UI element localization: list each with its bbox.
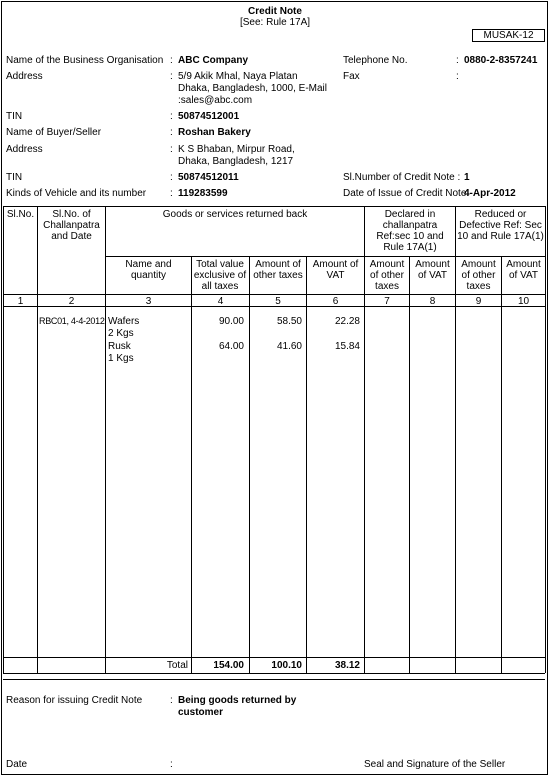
document-subtitle: [See: Rule 17A] xyxy=(239,17,311,28)
row-other-taxes: 58.50 xyxy=(276,316,302,327)
column-number: 1 xyxy=(17,296,24,307)
header-declared: Declared in challanpatra Ref:sec 10 and Rule 17A(1) xyxy=(376,209,444,253)
column-number: 2 xyxy=(68,296,75,307)
colon: : xyxy=(170,172,173,183)
form-code: MUSAK-12 xyxy=(483,30,534,41)
colon: : xyxy=(456,71,459,82)
telephone-label: Telephone No. xyxy=(343,55,408,66)
header-declared-other-taxes: Amount of other taxes xyxy=(369,259,405,292)
org-address-label: Address xyxy=(6,71,43,82)
colon: : xyxy=(170,188,173,199)
col-divider xyxy=(501,256,502,673)
table-total-top-border xyxy=(3,657,545,658)
column-number: 9 xyxy=(475,296,482,307)
table-left-border xyxy=(3,206,4,673)
column-number: 6 xyxy=(332,296,339,307)
issue-date: 4-Apr-2012 xyxy=(464,188,516,199)
row-vat: 15.84 xyxy=(334,341,360,352)
row-vat: 22.28 xyxy=(334,316,360,327)
col-divider xyxy=(37,206,38,673)
document-title: Credit Note xyxy=(248,6,302,17)
document-frame xyxy=(1,1,548,775)
row-total-value: 64.00 xyxy=(218,341,244,352)
buyer-address-line-1: K S Bhaban, Mirpur Road, xyxy=(178,144,295,155)
column-number: 7 xyxy=(384,296,390,307)
row-item-quantity: 2 Kgs xyxy=(108,328,134,339)
header-declared-vat: Amount of VAT xyxy=(415,259,450,281)
fax-label: Fax xyxy=(343,71,360,82)
header-name-quantity: Name and quantity xyxy=(125,259,172,281)
row-total-value: 90.00 xyxy=(218,316,244,327)
column-number: 10 xyxy=(517,296,530,307)
row-other-taxes: 41.60 xyxy=(276,341,302,352)
header-goods-returned: Goods or services returned back xyxy=(162,209,308,220)
header-reduced: Reduced or Defective Ref: Sec 10 and Rule 17A(1) xyxy=(457,209,544,242)
colon: : xyxy=(170,695,173,706)
vehicle-label: Kinds of Vehicle and its number xyxy=(6,188,147,199)
seal-signature-label: Seal and Signature of the Seller xyxy=(364,759,506,770)
row-item-name: Rusk xyxy=(108,341,131,352)
footer-top-border xyxy=(3,679,545,680)
col-divider xyxy=(409,256,410,673)
total-vat: 38.12 xyxy=(334,660,360,671)
reason-line-1: Being goods returned by xyxy=(178,695,297,706)
colon: : xyxy=(456,55,459,66)
org-address-line-1: 5/9 Akik Mhal, Naya Platan xyxy=(178,71,298,82)
issue-date-label: Date of Issue of Credit Note: xyxy=(343,188,470,199)
column-number: 3 xyxy=(145,296,152,307)
buyer-name-label: Name of Buyer/Seller xyxy=(6,127,102,138)
colon: : xyxy=(170,55,173,66)
telephone-value: 0880-2-8357241 xyxy=(464,55,538,66)
org-name-label: Name of the Business Organisation xyxy=(6,55,164,66)
colon: : xyxy=(170,71,173,82)
table-subheader-border xyxy=(105,256,545,257)
column-number: 5 xyxy=(275,296,281,307)
table-top-border xyxy=(3,206,545,207)
org-address-line-2: Dhaka, Bangladesh, 1000, E-Mail xyxy=(178,83,327,94)
total-other-taxes: 100.10 xyxy=(271,660,302,671)
total-value: 154.00 xyxy=(213,660,244,671)
header-total-value: Total value exclusive of all taxes xyxy=(193,259,247,292)
org-tin: 50874512001 xyxy=(178,111,240,122)
date-label: Date xyxy=(6,759,28,770)
reason-line-2: customer xyxy=(178,707,224,718)
row-item-quantity: 1 Kgs xyxy=(108,353,134,364)
colon: : xyxy=(170,111,173,122)
buyer-tin: 50874512011 xyxy=(178,172,239,183)
header-challan: Sl.No. of Challanpatra and Date xyxy=(43,209,100,242)
org-name: ABC Company xyxy=(178,55,249,66)
row-item-name: Wafers xyxy=(108,316,140,327)
header-reduced-vat: Amount of VAT xyxy=(506,259,541,281)
table-right-border xyxy=(545,206,546,673)
org-address-line-3: :sales@abc.com xyxy=(178,95,253,106)
header-other-taxes: Amount of other taxes xyxy=(253,259,303,281)
colon: : xyxy=(170,144,173,155)
column-number: 8 xyxy=(429,296,436,307)
vehicle-number: 119283599 xyxy=(178,188,228,199)
header-vat: Amount of VAT xyxy=(312,259,359,281)
reason-label: Reason for issuing Credit Note xyxy=(6,695,143,706)
total-label: Total xyxy=(166,660,188,671)
table-colnum-top-border xyxy=(3,294,545,295)
header-reduced-other-taxes: Amount of other taxes xyxy=(461,259,496,292)
form-code-box xyxy=(472,29,545,42)
column-number: 4 xyxy=(217,296,224,307)
org-tin-label: TIN xyxy=(6,111,23,122)
buyer-address-line-2: Dhaka, Bangladesh, 1217 xyxy=(178,156,294,167)
buyer-name: Roshan Bakery xyxy=(178,127,251,138)
colon: : xyxy=(170,127,173,138)
credit-note-number: 1 xyxy=(464,172,470,183)
header-sl-no: Sl.No. xyxy=(6,209,35,220)
buyer-tin-label: TIN xyxy=(6,172,23,183)
buyer-address-label: Address xyxy=(6,144,43,155)
challan-reference: RBC01, 4-4-2012 xyxy=(39,316,105,326)
table-bottom-border xyxy=(3,673,545,674)
credit-note-number-label: Sl.Number of Credit Note : xyxy=(343,172,461,183)
colon: : xyxy=(170,759,173,770)
col-divider xyxy=(105,206,106,673)
